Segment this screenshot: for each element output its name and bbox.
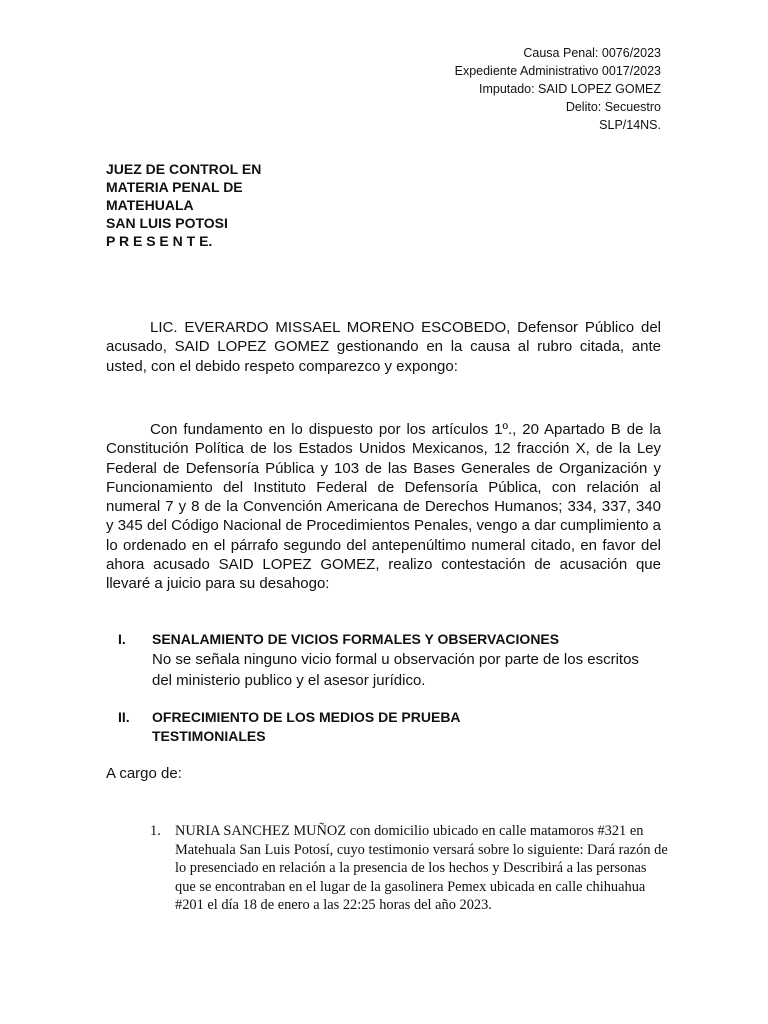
section-1-description: No se señala ninguno vicio formal u observación por parte de los escritos del ministerio publico y el asesor jurídico. <box>152 651 639 689</box>
section-2-number: II. <box>118 709 130 725</box>
imputado-line: Imputado: SAID LOPEZ GOMEZ <box>478 82 661 96</box>
intro-paragraph <box>106 318 661 376</box>
addressee-line-5: P R E S E N T E. <box>106 233 213 249</box>
causa-penal-line: Causa Penal: 0076/2023 <box>523 46 661 60</box>
intro-text: LIC. EVERARDO MISSAEL MORENO ESCOBEDO, Defensor Público del acusado, SAID LOPEZ GOMEZ gestionando en la causa al rubro citada, ante usted, con el debido respeto comparezco y expongo: <box>106 319 661 375</box>
cargo-label: A cargo de: <box>106 765 182 782</box>
section-2 <box>118 708 663 746</box>
delito-line: Delito: Secuestro <box>565 100 661 114</box>
section-1-title: SENALAMIENTO DE VICIOS FORMALES Y OBSERVACIONES <box>152 631 560 647</box>
fundamento-paragraph <box>106 420 661 594</box>
addressee-line-4: SAN LUIS POTOSI <box>106 215 228 231</box>
witness-item <box>150 822 670 915</box>
reference-code-line: SLP/14NS. <box>599 118 661 132</box>
witness-text: NURIA SANCHEZ MUÑOZ con domicilio ubicado en calle matamoros #321 en Matehuala San Luis Potosí, cuyo testimonio versará sobre lo siguiente: Dará razón de lo presenciado en relación a la presencia de los hechos y Describirá a las personas que se encontraban en el lugar de la gasolinera Pemex ubicada en calle chihuahua #201 el día 18 de enero a las 22:25 horas del año 2023. <box>175 823 668 914</box>
section-1-number: I. <box>118 631 126 647</box>
addressee-line-2: MATERIA PENAL DE <box>106 179 243 195</box>
section-2-title-line-2: TESTIMONIALES <box>152 728 266 744</box>
section-1 <box>118 630 663 691</box>
fundamento-text: Con fundamento en lo dispuesto por los artículos 1º., 20 Apartado B de la Constitución Política de los Estados Unidos Mexicanos, 12 fracción X, de la Ley Federal de Defensoría Pública y 103 de las Bases Generales de Organización y Funcionamiento del Instituto Federal de Defensoría Pública, con relación al numeral 7 y 8 de la Convención Americana de Derechos Humanos; 334, 337, 340 y 345 del Código Nacional de Procedimientos Penales, vengo a dar cumplimiento a lo ordenado en el párrafo segundo del antepenúltimo numeral citado, en favor del ahora acusado SAID LOPEZ GOMEZ, realizo contestación de acusación que llevaré a juicio para su desahogo: <box>106 421 661 593</box>
addressee-line-1: JUEZ DE CONTROL EN <box>106 161 262 177</box>
case-reference-block <box>455 44 661 134</box>
witness-number: 1. <box>150 823 161 839</box>
expediente-line: Expediente Administrativo 0017/2023 <box>454 64 661 78</box>
section-2-title-line-1: OFRECIMIENTO DE LOS MEDIOS DE PRUEBA <box>152 709 461 725</box>
addressee-line-3: MATEHUALA <box>106 197 194 213</box>
addressee-block <box>106 160 261 250</box>
